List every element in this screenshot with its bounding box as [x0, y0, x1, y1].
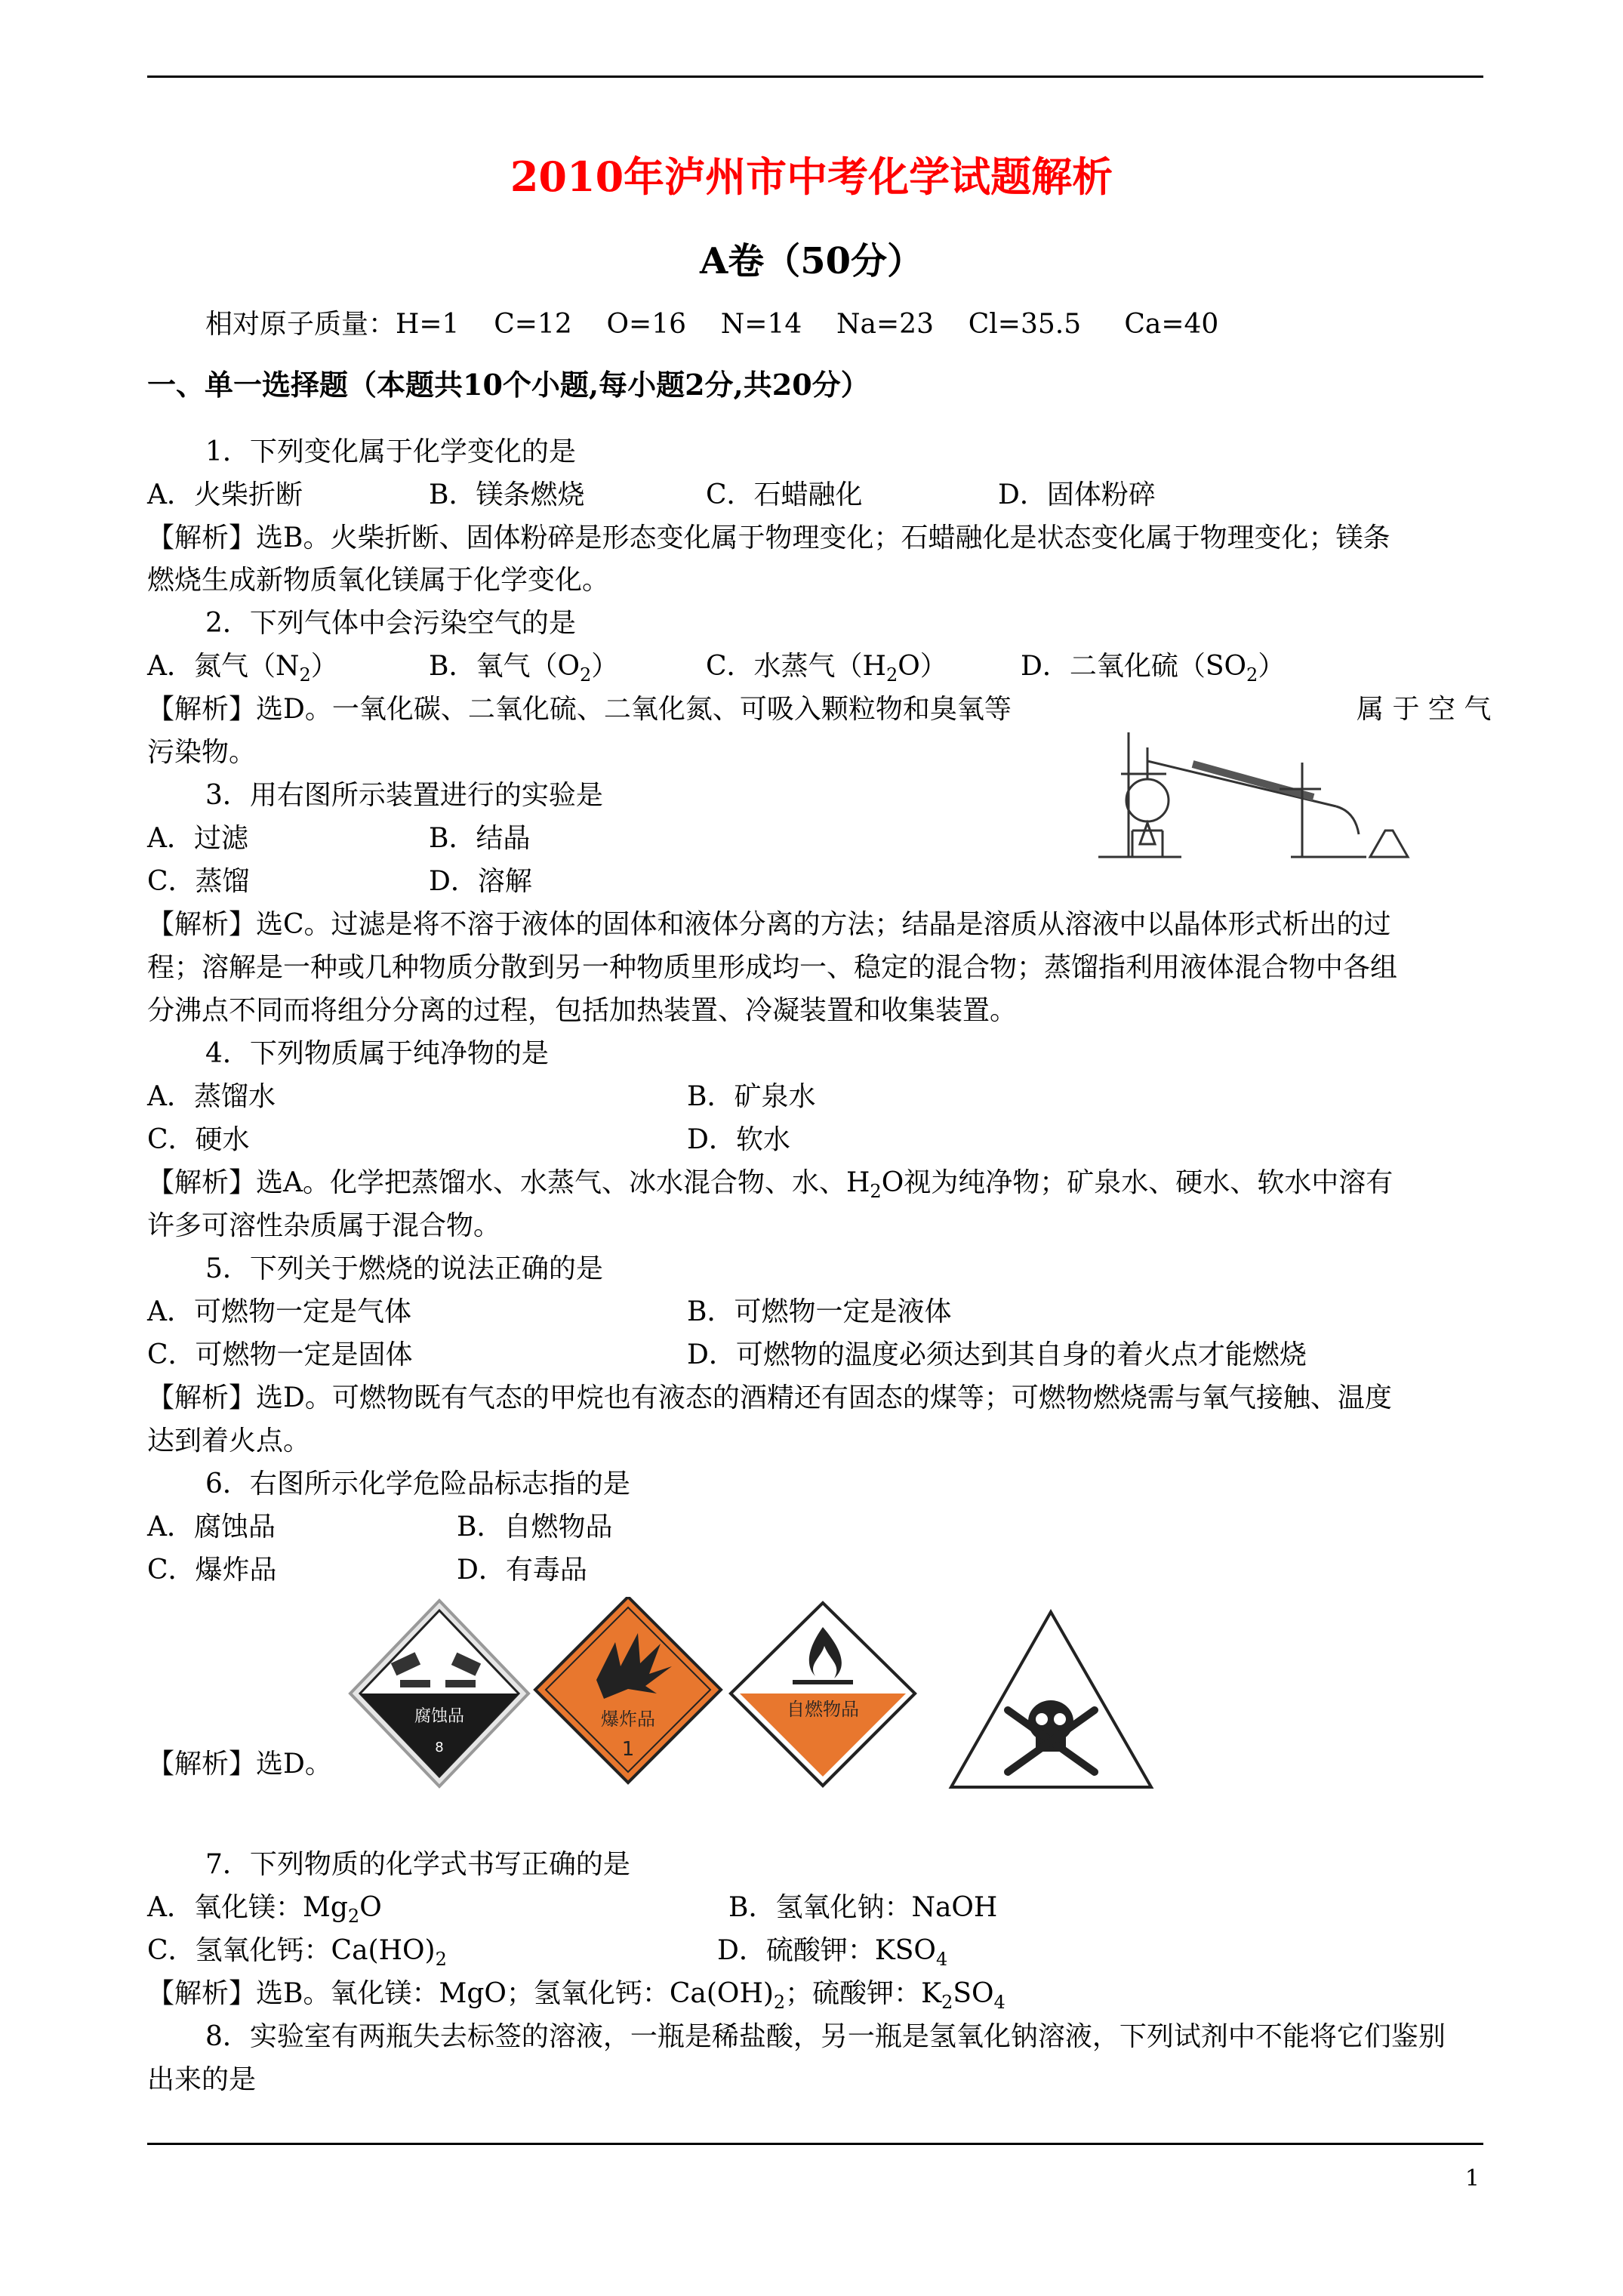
q8-stem-2: 出来的是 — [147, 2064, 257, 2095]
q6-analysis: 【解析】选D。 — [147, 1749, 332, 1780]
q4-analysis-1: 【解析】选A。化学把蒸馏水、水蒸气、冰水混合物、水、$H_2O$视为纯净物；矿泉水、硬水、软水中溶有 — [147, 1167, 1394, 1202]
q1-option-d: D．固体粉碎 — [998, 479, 1156, 510]
q7-stem: 7．下列物质的化学式书写正确的是 — [205, 1849, 630, 1880]
q7-option-b: B．氢氧化钠：NaOH — [728, 1892, 998, 1923]
q7-analysis: 【解析】选B。氧化镁：MgO；氢氧化钙：$Ca(OH)_2$；硫酸钾：$K_2SO_4$ — [147, 1978, 1006, 2013]
q7-option-d: D．硫酸钾：$KSO_4$ — [717, 1935, 948, 1970]
q4-analysis-2: 许多可溶性杂质属于混合物。 — [147, 1210, 501, 1241]
q3-analysis-3: 分沸点不同而将组分分离的过程，包括加热装置、冷凝装置和收集装置。 — [147, 995, 1018, 1026]
hazard-signs-figure — [347, 1597, 1163, 1801]
q3-stem: 3．用右图所示装置进行的实验是 — [205, 780, 603, 811]
q5-stem: 5．下列关于燃烧的说法正确的是 — [205, 1253, 603, 1284]
q2-option-a: A．氮气$(N_2)$ — [147, 651, 338, 686]
q3-option-a: A．过滤 — [147, 823, 248, 854]
section-title: A卷（50分） — [699, 240, 924, 282]
q3-option-b: B．结晶 — [429, 823, 531, 854]
corrosive-sign — [350, 1601, 528, 1786]
q8-stem-1: 8．实验室有两瓶失去标签的溶液，一瓶是稀盐酸，另一瓶是氢氧化钠溶液，下列试剂中不能将它们鉴别 — [205, 2021, 1446, 2052]
spontaneously-combustible-sign — [731, 1603, 915, 1786]
header-rule — [147, 76, 1483, 78]
q1-option-c: C．石蜡融化 — [706, 479, 863, 510]
q2-stem: 2．下列气体中会污染空气的是 — [205, 608, 576, 639]
q2-analysis-2: 污染物。 — [147, 737, 257, 768]
q1-option-a: A．火柴折断 — [147, 479, 303, 510]
q3-option-d: D．溶解 — [429, 866, 532, 897]
q1-analysis-2: 燃烧生成新物质氧化镁属于化学变化。 — [147, 565, 610, 596]
page-number: 1 — [1464, 2165, 1480, 2192]
q3-option-c: C．蒸馏 — [147, 866, 250, 897]
distillation-apparatus-figure — [1087, 717, 1419, 868]
q5-option-a: A．可燃物一定是气体 — [147, 1296, 411, 1327]
q1-stem: 1．下列变化属于化学变化的是 — [205, 436, 576, 467]
q6-option-c: C．爆炸品 — [147, 1555, 277, 1586]
q4-option-c: C．硬水 — [147, 1124, 250, 1155]
q3-analysis-1: 【解析】选C。过滤是将不溶于液体的固体和液体分离的方法；结晶是溶质从溶液中以晶体形式析出的过 — [147, 909, 1391, 940]
footer-rule — [147, 2143, 1483, 2145]
toxic-sign — [951, 1612, 1151, 1787]
q7-option-a: A．氧化镁：$Mg_2O$ — [147, 1892, 382, 1927]
q1-option-b: B．镁条燃烧 — [429, 479, 585, 510]
q2-analysis-1-tail: 属 于 空 气 — [1357, 694, 1492, 725]
q7-option-c: C．氢氧化钙：$Ca(HO)_2$ — [147, 1935, 447, 1970]
corrosive-sign-label: 腐蚀品 — [414, 1707, 465, 1726]
q3-analysis-2: 程；溶解是一种或几种物质分散到另一种物质里形成均一、稳定的混合物；蒸馏指利用液体混合物中各组 — [147, 952, 1398, 983]
q6-option-d: D．有毒品 — [457, 1555, 587, 1586]
q4-stem: 4．下列物质属于纯净物的是 — [205, 1038, 549, 1069]
explosive-sign — [535, 1597, 721, 1783]
q5-analysis-2: 达到着火点。 — [147, 1425, 311, 1456]
q4-option-d: D．软水 — [687, 1124, 790, 1155]
q2-option-c: C．水蒸气$(H_2O)$ — [706, 651, 947, 686]
atomic-mass-line: 相对原子质量：H=1 C=12 O=16 N=14 Na=23 Cl=35.5 Ca=40 — [205, 309, 1219, 340]
q4-option-b: B．矿泉水 — [687, 1081, 816, 1112]
q6-stem: 6．右图所示化学危险品标志指的是 — [205, 1469, 630, 1499]
corrosive-sign-number: 8 — [435, 1740, 444, 1755]
explosive-sign-number: 1 — [621, 1738, 635, 1761]
q5-option-d: D．可燃物的温度必须达到其自身的着火点才能燃烧 — [687, 1339, 1307, 1370]
q5-analysis-1: 【解析】选D。可燃物既有气态的甲烷也有液态的酒精还有固态的煤等；可燃物燃烧需与氧气接触、温度 — [147, 1382, 1392, 1413]
part1-heading: 一、单一选择题（本题共10个小题,每小题2分,共20分） — [147, 368, 870, 402]
q5-option-b: B．可燃物一定是液体 — [687, 1296, 952, 1327]
q5-option-c: C．可燃物一定是固体 — [147, 1339, 413, 1370]
q1-analysis-1: 【解析】选B。火柴折断、固体粉碎是形态变化属于物理变化；石蜡融化是状态变化属于物理变化；镁条 — [147, 522, 1390, 553]
q2-option-b: B．氧气$(O_2)$ — [429, 651, 619, 686]
doc-title: 2010年泸州市中考化学试题解析 — [510, 153, 1113, 201]
q2-analysis-1: 【解析】选D。一氧化碳、二氧化硫、二氧化氮、可吸入颗粒物和臭氧等 — [147, 694, 1012, 725]
q4-option-a: A．蒸馏水 — [147, 1081, 276, 1112]
explosive-sign-label: 爆炸品 — [601, 1709, 655, 1730]
q6-option-b: B．自燃物品 — [457, 1512, 613, 1542]
spontaneously-combustible-sign-label: 自燃物品 — [787, 1699, 859, 1720]
q6-option-a: A．腐蚀品 — [147, 1512, 276, 1542]
q2-option-d: D．二氧化硫$(SO_2)$ — [1021, 651, 1286, 686]
